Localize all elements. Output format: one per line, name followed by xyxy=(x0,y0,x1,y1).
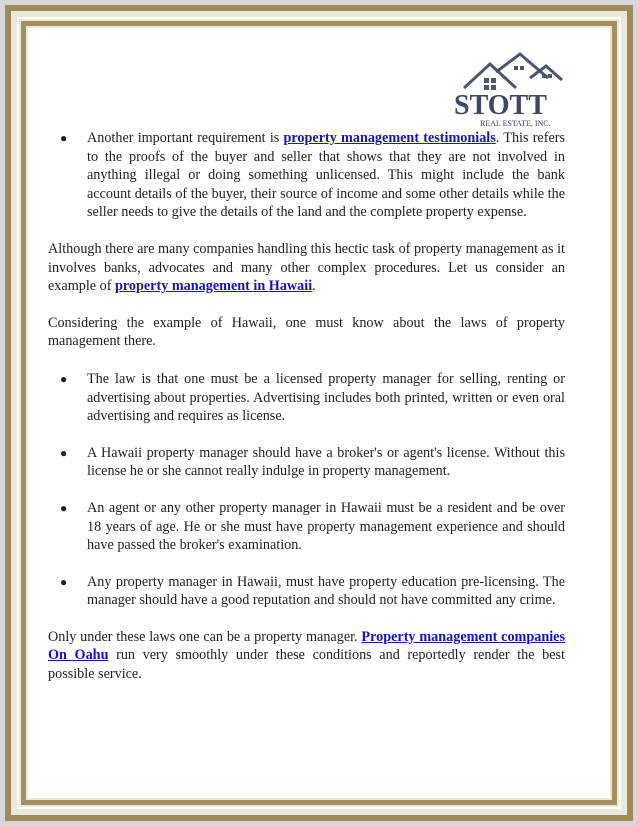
bullet-icon: ● xyxy=(60,574,68,589)
link-property-management-testimonials[interactable]: property management testimonials xyxy=(283,130,496,146)
link-property-management-in-hawaii[interactable]: property management in Hawaii xyxy=(114,278,313,295)
list-item: ● Another important requirement is property management testimonials. This refers to the proofs of the buyer and seller that shows that they are not involved in anything illegal or doing something unlicensed. This might include the bank account details of the buyer, their source of income and some other details while the seller needs to give the details of the land and the complete property expense. xyxy=(60,130,565,221)
intro-list xyxy=(48,129,565,222)
list-item: ● Any property manager in Hawaii, must have property education pre-licensing. The manager should have a good reputation and should not have committed any crime. xyxy=(60,573,565,609)
bullet-icon: ● xyxy=(60,445,68,460)
list-item: ● The law is that one must be a licensed property manager for selling, renting or advertising about properties. Advertising includes both printed, written or even oral advertising and requires as license. xyxy=(60,370,565,425)
bullet-icon: ● xyxy=(60,500,68,515)
logo-brand: STOTT xyxy=(454,90,547,121)
paragraph-companies: Although there are many companies handling this hectic task of property management as it involves banks, advocates and many other complex procedures. Let us consider an example of property management in Hawaii. xyxy=(48,240,565,295)
house-roofs-icon xyxy=(464,54,562,88)
paragraph-considering: Considering the example of Hawaii, one must know about the laws of property management there. xyxy=(48,314,565,350)
list-item: ● An agent or any other property manager in Hawaii must be a resident and be over 18 years of age. He or she must have property management experience and should have passed the broker's examination. xyxy=(60,499,565,554)
list-item: ● A Hawaii property manager should have a broker's or agent's license. Without this license he or she cannot really indulge in property management. xyxy=(60,444,565,480)
stott-logo xyxy=(450,48,572,130)
document-body xyxy=(48,129,565,684)
bullet-icon: ● xyxy=(60,371,68,386)
paragraph-closing: Only under these laws one can be a property manager. Property management companies On Oahu run very smoothly under these conditions and reportedly render the best possible service. xyxy=(48,628,565,683)
logo-subtitle: REAL ESTATE, INC. xyxy=(480,119,551,128)
bullet-icon: ● xyxy=(60,131,68,145)
laws-list xyxy=(48,370,565,610)
link-property-management-companies-oahu[interactable]: Property management companies On Oahu xyxy=(48,628,565,664)
